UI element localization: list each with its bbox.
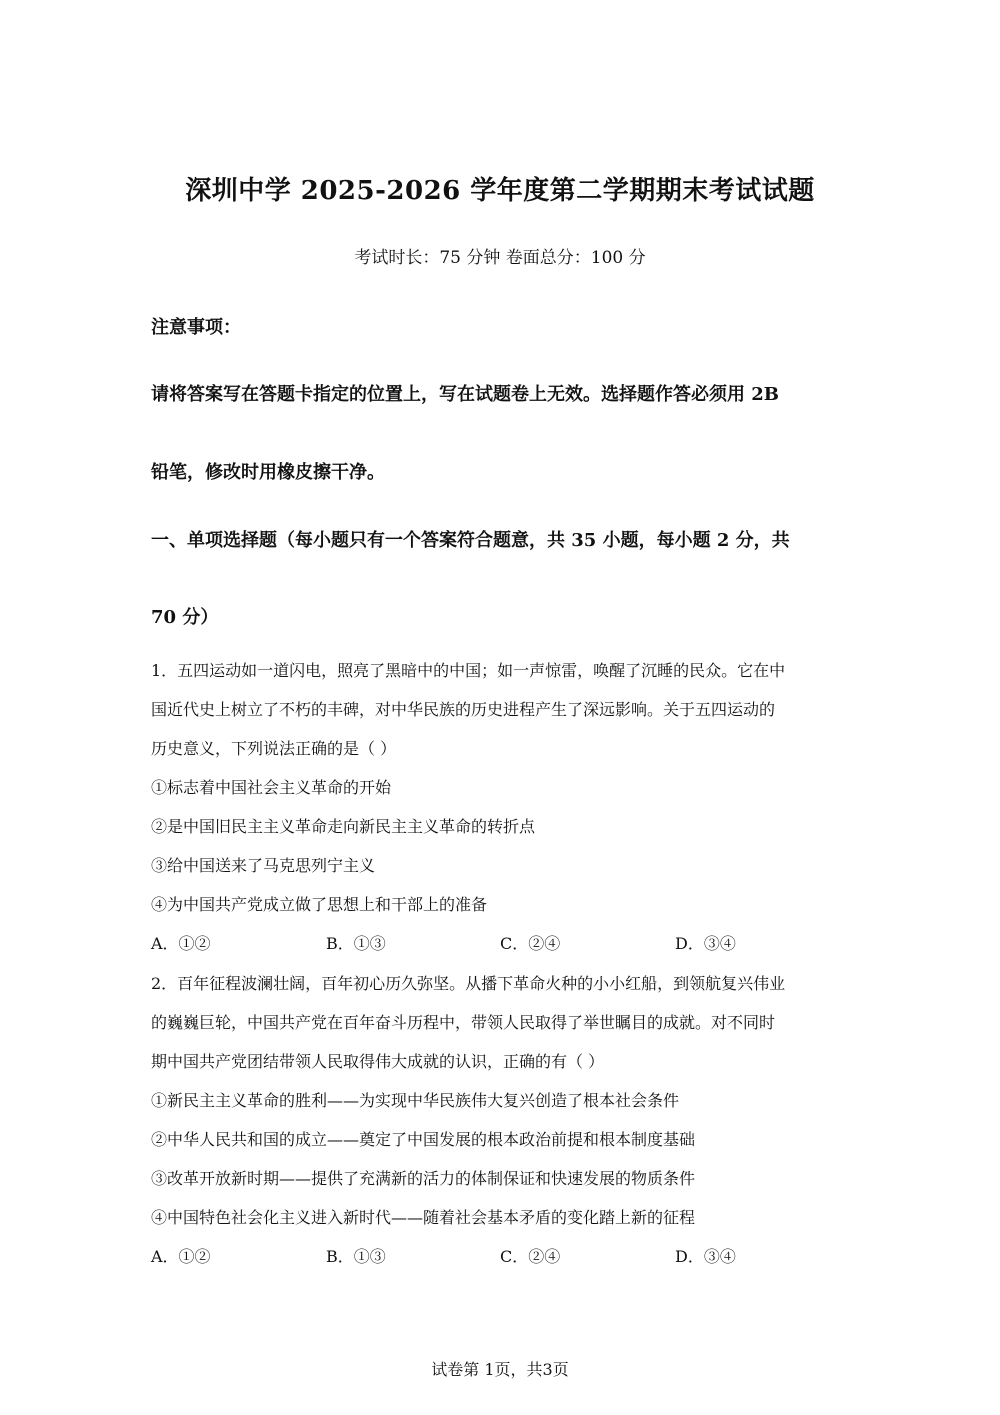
notice-heading: 注意事项： <box>151 317 241 338</box>
question-2-stem: 2．百年征程波澜壮阔，百年初心历久弥坚。从播下革命火种的小小红船，到领航复兴伟业 <box>151 974 786 993</box>
exam-subtitle: 考试时长：75 分钟 卷面总分：100 分 <box>354 248 646 268</box>
question-2-option-b: B．①③ <box>326 1247 386 1266</box>
page-footer: 试卷第 1页，共3页 <box>431 1360 569 1379</box>
question-2-option-a: A．①② <box>151 1247 211 1266</box>
question-2-stem: 的巍巍巨轮，中国共产党在百年奋斗历程中，带领人民取得了举世瞩目的成就。对不同时 <box>151 1013 776 1032</box>
question-1-option-c: C．②④ <box>500 934 561 953</box>
question-1-item: ④为中国共产党成立做了思想上和干部上的准备 <box>151 895 488 914</box>
question-2-option-d: D．③④ <box>675 1247 736 1266</box>
question-1-item: ②是中国旧民主主义革命走向新民主主义革命的转折点 <box>151 817 536 836</box>
question-1-option-a: A．①② <box>151 934 211 953</box>
question-1-option-d: D．③④ <box>675 934 736 953</box>
section-heading: 70 分） <box>151 607 219 628</box>
question-1-stem: 国近代史上树立了不朽的丰碑，对中华民族的历史进程产生了深远影响。关于五四运动的 <box>151 700 776 719</box>
question-2-item: ②中华人民共和国的成立——奠定了中国发展的根本政治前提和根本制度基础 <box>151 1130 696 1149</box>
question-1-option-b: B．①③ <box>326 934 386 953</box>
question-2-stem: 期中国共产党团结带领人民取得伟大成就的认识，正确的有（ ） <box>151 1052 605 1071</box>
notice-line: 请将答案写在答题卡指定的位置上，写在试题卷上无效。选择题作答必须用 2B <box>151 384 780 405</box>
question-2-item: ④中国特色社会化主义进入新时代——随着社会基本矛盾的变化踏上新的征程 <box>151 1208 696 1227</box>
question-2-item: ③改革开放新时期——提供了充满新的活力的体制保证和快速发展的物质条件 <box>151 1169 696 1188</box>
question-1-stem: 1．五四运动如一道闪电，照亮了黑暗中的中国；如一声惊雷，唤醒了沉睡的民众。它在中 <box>151 661 786 680</box>
question-2-option-c: C．②④ <box>500 1247 561 1266</box>
notice-line: 铅笔，修改时用橡皮擦干净。 <box>151 462 385 483</box>
section-heading: 一、单项选择题（每小题只有一个答案符合题意，共 35 小题，每小题 2 分，共 <box>151 530 790 551</box>
question-2-item: ①新民主主义革命的胜利——为实现中华民族伟大复兴创造了根本社会条件 <box>151 1091 680 1110</box>
question-1-item: ③给中国送来了马克思列宁主义 <box>151 856 376 875</box>
question-1-item: ①标志着中国社会主义革命的开始 <box>151 778 392 797</box>
exam-title: 深圳中学 2025-2026 学年度第二学期期末考试试题 <box>185 176 815 206</box>
question-1-stem: 历史意义，下列说法正确的是（ ） <box>151 739 397 758</box>
